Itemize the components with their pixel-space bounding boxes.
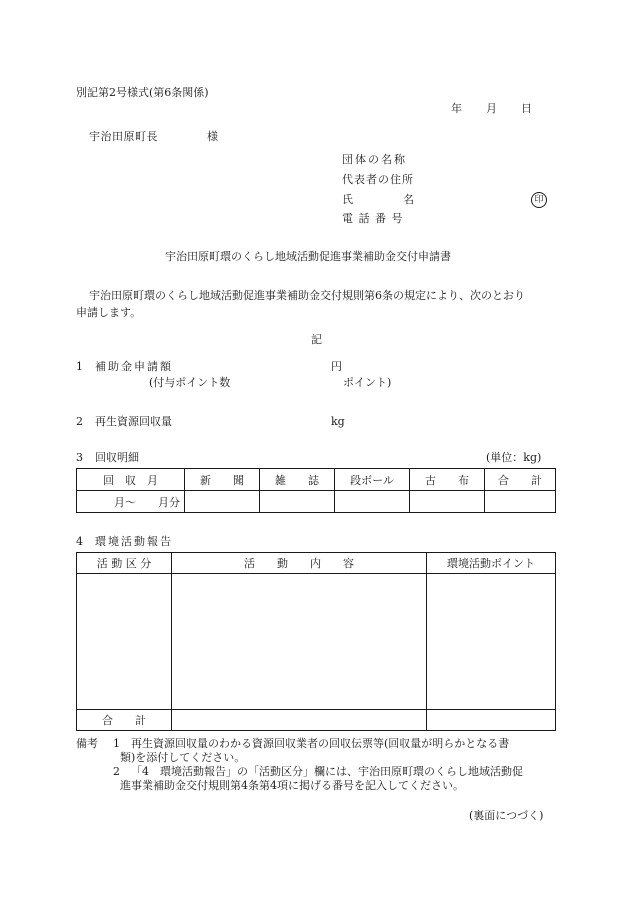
activity-table-total-row [77,710,556,731]
item2-number: 2 [76,415,83,428]
ki-heading: 記 [311,333,322,346]
continued-on-back-note: (裏面につづく) [469,809,544,822]
item1-number: 1 [76,360,83,373]
document-title: 宇治田原町環のくらし地域活動促進事業補助金交付申請書 [165,250,451,263]
addressee: 宇治田原町長 [89,130,158,143]
note2-line-2: 進事業補助金交付規則第4条第4項に掲げる番号を記入してください。 [120,779,464,792]
note1-line-1: 再生資源回収量のわかる資源回収業者の回収伝票等(回収量が明らかとなる書 [131,737,510,750]
item2-unit: kg [331,415,345,428]
item1-points-unit: ポイント) [343,376,392,389]
intro-line-1: 宇治田原町環のくらし地域活動促進事業補助金交付規則第6条の規定により、次のとおり [89,289,525,302]
collection-table-data-row [77,491,556,513]
form-label: 別記第2号様式(第6条関係) [76,86,209,99]
cardboard-value-cell[interactable] [335,491,410,513]
seal-mark: 印 [531,192,547,208]
date-month-label: 月 [486,102,497,115]
header-activity-points: 環境活動ポイント [427,553,556,574]
phone-label: 電 話 番 号 [342,212,404,225]
activity-total-points-cell[interactable] [427,710,556,731]
magazine-value-cell[interactable] [260,491,335,513]
collection-detail-table [76,468,556,513]
activity-report-table [76,552,556,731]
header-collection-month: 回 収 月 [77,469,185,491]
representative-address-label: 代表者の住所 [342,173,414,186]
item1-points-label: (付与ポイント数 [149,376,231,389]
activity-table-body-row [77,574,556,710]
total-value-cell[interactable] [485,491,556,513]
header-magazine: 雑 誌 [260,469,335,491]
activity-total-label: 合 計 [77,710,172,731]
note2-number: 2 [113,765,120,778]
item3-unit-note: (単位：kg) [486,451,542,464]
collection-table-header-row [77,469,556,491]
item1-label: 補助金申請額 [95,360,173,373]
header-cardboard: 段ボール [335,469,410,491]
item4-label: 環境活動報告 [95,535,173,548]
old-cloth-value-cell[interactable] [410,491,485,513]
intro-line-2: 申請します。 [76,306,142,319]
item2-label: 再生資源回収量 [95,415,172,428]
newspaper-value-cell[interactable] [185,491,260,513]
activity-content-cell[interactable] [172,574,427,710]
note1-number: 1 [113,737,120,750]
item3-label: 回収明細 [95,451,139,464]
note1-line-2: 類)を添付してください。 [120,751,246,764]
name-label-first-char: 氏 [342,193,353,206]
activity-table-header-row [77,553,556,574]
period-cell: 月～ 月分 [77,491,185,513]
item1-unit: 円 [331,360,342,373]
header-newspaper: 新 聞 [185,469,260,491]
note2-line-1: 「4 環境活動報告」の「活動区分」欄には、宇治田原町環のくらし地域活動促 [131,765,523,778]
item4-number: 4 [76,535,83,548]
notes-label: 備考 [76,737,98,750]
name-label-second-char: 名 [403,193,414,206]
date-year-label: 年 [451,102,462,115]
header-activity-category: 活 動 区 分 [77,553,172,574]
activity-category-cell[interactable] [77,574,172,710]
activity-total-content-cell[interactable] [172,710,427,731]
date-day-label: 日 [521,102,532,115]
honorific: 様 [207,130,218,143]
header-total: 合 計 [485,469,556,491]
item3-number: 3 [76,451,83,464]
header-old-cloth: 古 布 [410,469,485,491]
org-name-label: 団体の名称 [342,153,407,166]
activity-points-cell[interactable] [427,574,556,710]
header-activity-content: 活 動 内 容 [172,553,427,574]
